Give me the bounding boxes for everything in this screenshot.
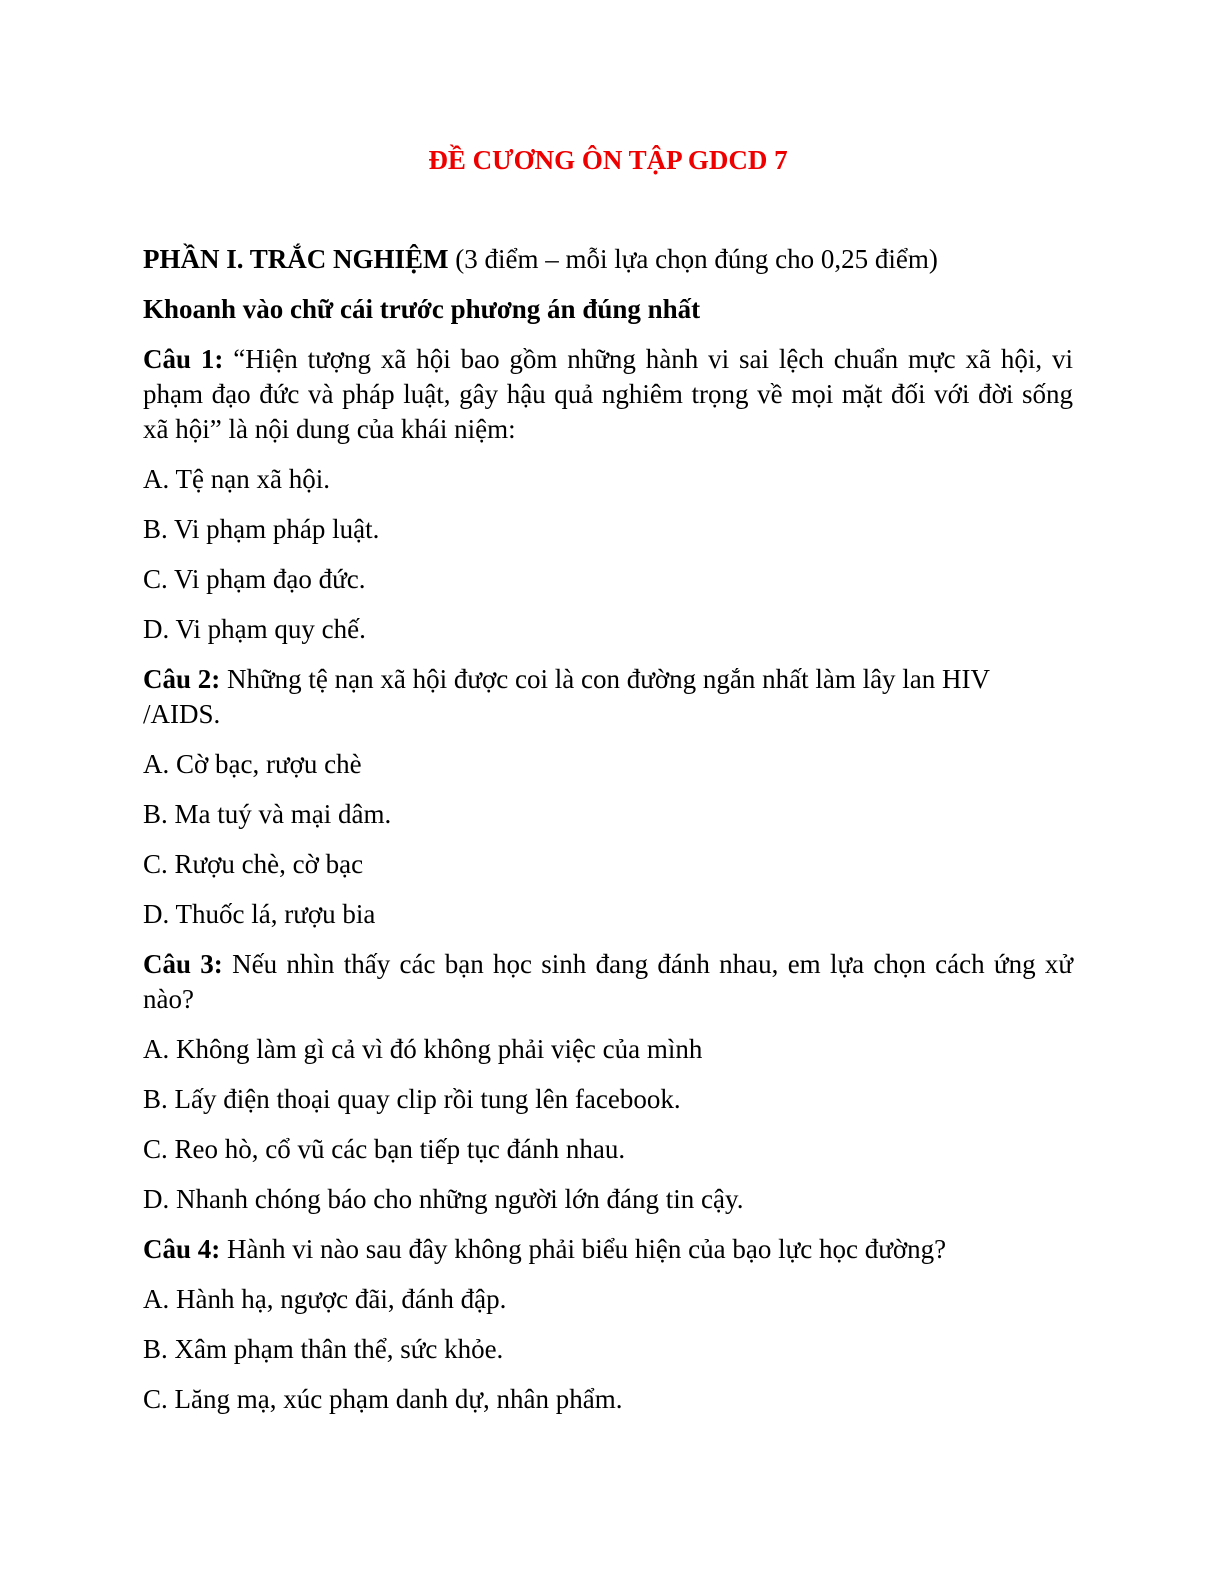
- question-label: Câu 4:: [143, 1234, 221, 1264]
- question-text: Những tệ nạn xã hội được coi là con đường ngắn nhất làm lây lan HIV /AIDS.: [143, 664, 990, 729]
- option: D. Vi phạm quy chế.: [143, 614, 366, 644]
- instruction-line: [143, 292, 1073, 327]
- option: A. Tệ nạn xã hội.: [143, 464, 330, 494]
- section-heading-line: [143, 242, 1073, 277]
- section-note: (3 điểm – mỗi lựa chọn đúng cho 0,25 điểm): [455, 244, 938, 274]
- section-heading: PHẦN I. TRẮC NGHIỆM: [143, 244, 449, 274]
- option: C. Vi phạm đạo đức.: [143, 564, 366, 594]
- question-text: Hành vi nào sau đây không phải biểu hiện của bạo lực học đường?: [227, 1234, 947, 1264]
- question-3: [143, 947, 1073, 1017]
- question-4: [143, 1232, 1073, 1267]
- option: D. Nhanh chóng báo cho những người lớn đáng tin cậy.: [143, 1184, 744, 1214]
- option: D. Thuốc lá, rượu bia: [143, 899, 376, 929]
- document-title: ĐỀ CƯƠNG ÔN TẬP GDCD 7: [428, 145, 788, 175]
- option: A. Cờ bạc, rượu chè: [143, 749, 362, 779]
- option: B. Ma tuý và mại dâm.: [143, 799, 392, 829]
- question-text: Nếu nhìn thấy các bạn học sinh đang đánh nhau, em lựa chọn cách ứng xử nào?: [143, 949, 1073, 1014]
- question-text: “Hiện tượng xã hội bao gồm những hành vi sai lệch chuẩn mực xã hội, vi phạm đạo đức và pháp luật, gây hậu quả nghiêm trọng về mọi mặt đối với đời sống xã hội” là nội dung của khái niệm:: [143, 344, 1073, 444]
- option: A. Không làm gì cả vì đó không phải việc của mình: [143, 1034, 703, 1064]
- document-body: [143, 242, 1073, 1432]
- question-label: Câu 1:: [143, 344, 224, 374]
- option: B. Lấy điện thoại quay clip rồi tung lên facebook.: [143, 1084, 681, 1114]
- question-2: [143, 662, 1073, 732]
- option: C. Rượu chè, cờ bạc: [143, 849, 364, 879]
- option: A. Hành hạ, ngược đãi, đánh đập.: [143, 1284, 507, 1314]
- instruction: Khoanh vào chữ cái trước phương án đúng nhất: [143, 294, 701, 324]
- option: C. Reo hò, cổ vũ các bạn tiếp tục đánh nhau.: [143, 1134, 626, 1164]
- option: B. Xâm phạm thân thể, sức khỏe.: [143, 1334, 504, 1364]
- question-label: Câu 3:: [143, 949, 223, 979]
- option: B. Vi phạm pháp luật.: [143, 514, 380, 544]
- option: C. Lăng mạ, xúc phạm danh dự, nhân phẩm.: [143, 1384, 623, 1414]
- question-label: Câu 2:: [143, 664, 221, 694]
- question-1: [143, 342, 1073, 447]
